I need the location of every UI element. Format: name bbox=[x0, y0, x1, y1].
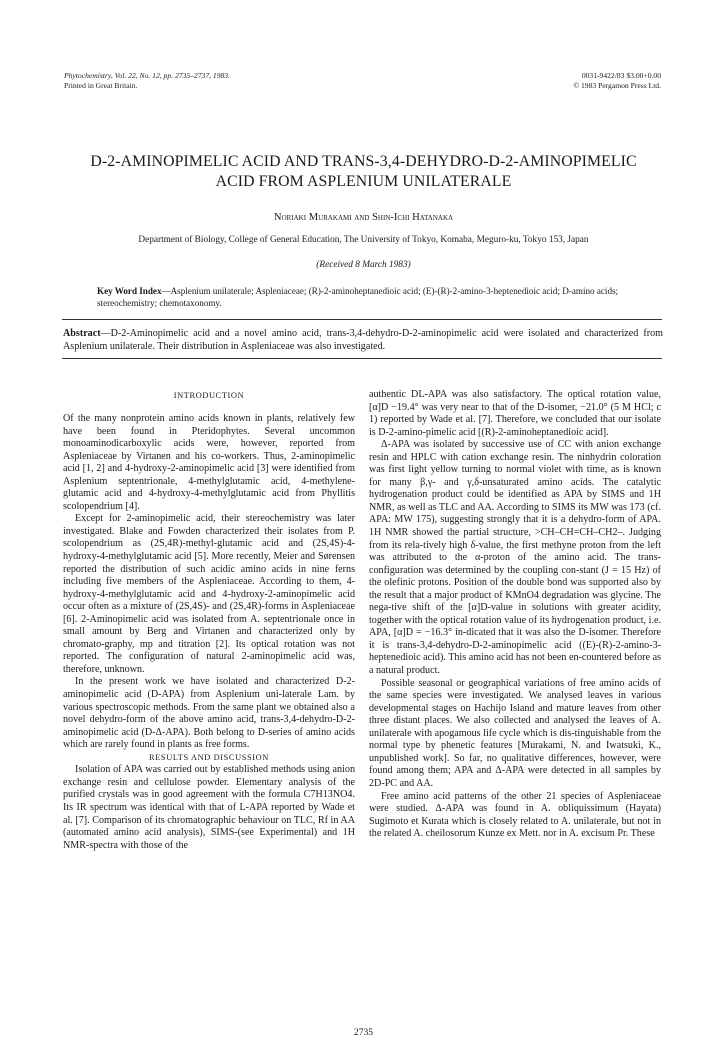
introduction-heading: INTRODUCTION bbox=[173, 391, 245, 400]
right-paragraph-2: Δ-APA was isolated by successive use of CC with anion exchange resin and HPLC with cation exchange resin. The ninhydrin coloration was first light yellow turning to normal violet with time, as is known for many β,γ- and γ,δ-unsaturated amino acids. The catalytic hydrogenation product could be identified as APA by SIMS and 1H NMR, as well as TLC and AA. According to SIMS its MW was 173 (cf. APA: MW 175), suggesting strongly that it is a dehydro-form of APA. 1H NMR showed the partial structure, >CH–CH=CH–CH2–. Judging from its rela-tively high δ-value, the first methyne proton from the left was attributed to the α-proton of the amino acid. The trans-configuration was determined by the coupling con-stant (J = 15 Hz) of the olefinic protons. Position of the double bond was supported also by the result that a major product of KMnO4 degradation was glycine. The nega-tive shift of the [α]D-value in solutions with greater acidity, together with the optical rotation value of its hydrogenation product, i.e. APA, [α]D = −16.3° in-dicated that it was also the D-isomer. Therefore it is trans-3,4-dehydro-D-2-aminopimelic acid ((E)-(R)-2-amino-3-heptenedioic acid). This amino acid has not been en-countered before as a natural product. bbox=[369, 439, 661, 677]
journal-line-1: Phytochemistry, Vol. 22, No. 12, pp. 2735–2737, 1983. bbox=[64, 71, 230, 80]
right-paragraph-4: Free amino acid patterns of the other 21 species of Aspleniaceae were studied. Δ-APA was found in A. obliquissimum (Hayata) Sugimoto et Kurata which is closely related to A. unilaterale, but not in the related A. cheilosorum Kunze ex Mett. nor in A. excisum Pr. These bbox=[369, 790, 661, 840]
abstract-bottom-rule bbox=[62, 358, 662, 359]
authors: Noriaki Murakami and Shin-Ichi Hatanaka bbox=[273, 212, 454, 223]
left-column bbox=[63, 413, 355, 852]
results-paragraph-1: Isolation of APA was carried out by established methods using anion exchange resin and cellulose powder. Elementary analysis of the purified crystals was in good agreement with the formula C7H13NO4. Its IR spectrum was identical with that of L-APA reported by Wade et al. [7]. Comparison of its chromatographic behaviour on TLC, Rf in AA (automated amino acid analysis), SIMS-(see Experimental) and 1H NMR-spectra with those of the bbox=[63, 764, 355, 851]
title-line-2: ACID FROM ASPLENIUM UNILATERALE bbox=[215, 173, 512, 190]
right-paragraph-1: authentic DL-APA was also satisfactory. The optical rotation value, [α]D −19.4° was very near to that of the D-isomer, −21.0° (5 M HCl; c 1) reported by Wade et al. [7]. Therefore, we concluded that our isolate is D-2-amino-pimelic acid [(R)-2-aminoheptanedioic acid]. bbox=[369, 389, 661, 438]
abstract-label: Abstract bbox=[63, 328, 101, 339]
journal-line-2: Printed in Great Britain. bbox=[64, 81, 138, 90]
abstract-top-rule bbox=[62, 319, 662, 320]
page-number: 2735 bbox=[353, 1027, 374, 1038]
right-paragraph-3: Possible seasonal or geographical variations of free amino acids of the same species were investigated. We analysed leaves in various developmental stages on Hachijo Island and mature leaves from other three distant places. We also collected and analysed the leaves of A. unilaterale with apogamous life cycle which is dis-tinguishable from the normal type by phenetic features [Murakami, N. and Iwatsuki, K., unpublished work]. So far, no qualitative differences, however, were found among them; APA and Δ-APA were detected in all samples by 2D-PC and AA. bbox=[369, 677, 661, 789]
intro-paragraph-2: Except for 2-aminopimelic acid, their stereochemistry was later investigated. Blake and Fowden characterized their isolates from P. scolopendrium as (2S,4R)-methyl-glutamic acid and (2S,4S)-4-hydroxy-4-methylglutamic acid [5]. More recently, Meier and Sørensen reported the distribution of such acidic amino acids in nine ferns including five members of the Aspleniaceae. According to them, 4-hydroxy-4-methylglutamic acid and 4-hydroxy-2-aminopimelic acid occur often as a mixture of (2S,4S)- and (2S,4R)-forms in Aspleniaceae [6]. 2-Aminopimelic acid was isolated from A. septentrionale once in small amount by Berg and Virtanen and characterized only by chromato-graphy, mp and titration [2]. Its optical rotation was not reported. The configuration of natural 2-aminopimelic acid was, therefore, unknown. bbox=[63, 513, 355, 675]
right-column bbox=[369, 389, 661, 841]
article-title bbox=[40, 152, 687, 192]
keywords-label: Key Word Index bbox=[97, 286, 162, 296]
copyright-line: © 1983 Pergamon Press Ltd. bbox=[573, 81, 661, 90]
journal-citation bbox=[64, 71, 364, 91]
received-date: (Received 8 March 1983) bbox=[316, 260, 411, 270]
results-heading: RESULTS AND DISCUSSION bbox=[149, 752, 269, 762]
abstract bbox=[63, 328, 663, 353]
abstract-text: —D-2-Aminopimelic acid and a novel amino acid, trans-3,4-dehydro-D-2-aminopimelic acid were isolated and characterized from Asplenium unilaterale. Their distribution in Aspleniaceae was also investigated. bbox=[63, 328, 663, 352]
keyword-index bbox=[97, 285, 637, 309]
keywords-text: —Asplenium unilaterale; Aspleniaceae; (R)-2-aminoheptanedioic acid; (E)-(R)-2-amino-3-heptenedioic acid; D-amino acids; stereochemistry; chemotaxonomy. bbox=[97, 286, 619, 308]
intro-paragraph-1: Of the many nonprotein amino acids known in plants, relatively few have been found in Pteridophytes. Several uncommon monoaminodicarboxylic acids were, however, reported from Aspleniaceae by Virtanen and his co-workers. Thus, 2-aminopimelic acid [1, 2] and 4-hydroxy-2-aminopimelic acid [3] were identified from Asplenium septentrionale, 4-methylglutamic acid, 4-methylene-glutamic acid and 4-hydroxy-4-methylglutamic acid from Phyllitis scolopendrium [4]. bbox=[63, 413, 355, 512]
intro-paragraph-3: In the present work we have isolated and characterized D-2-aminopimelic acid (D-APA) from Asplenium uni-laterale Lam. by various spectroscopic methods. From the same plant we obtained also a novel dehydro-form of the above amino acid, trans-3,4-dehydro-D-2-aminopimelic acid (D-Δ-APA). Both belong to D-series of amino acids which are rarely found in plants as free forms. bbox=[63, 676, 355, 751]
affiliation: Department of Biology, College of General Education, The University of Tokyo, Komaba, Meguro-ku, Tokyo 153, Japan bbox=[138, 235, 589, 245]
price-code: 0031-9422/83 $3.00+0.00 bbox=[581, 71, 661, 80]
title-line-1: D-2-AMINOPIMELIC ACID AND TRANS-3,4-DEHYDRO-D-2-AMINOPIMELIC bbox=[90, 153, 637, 170]
publisher-code bbox=[361, 71, 661, 91]
